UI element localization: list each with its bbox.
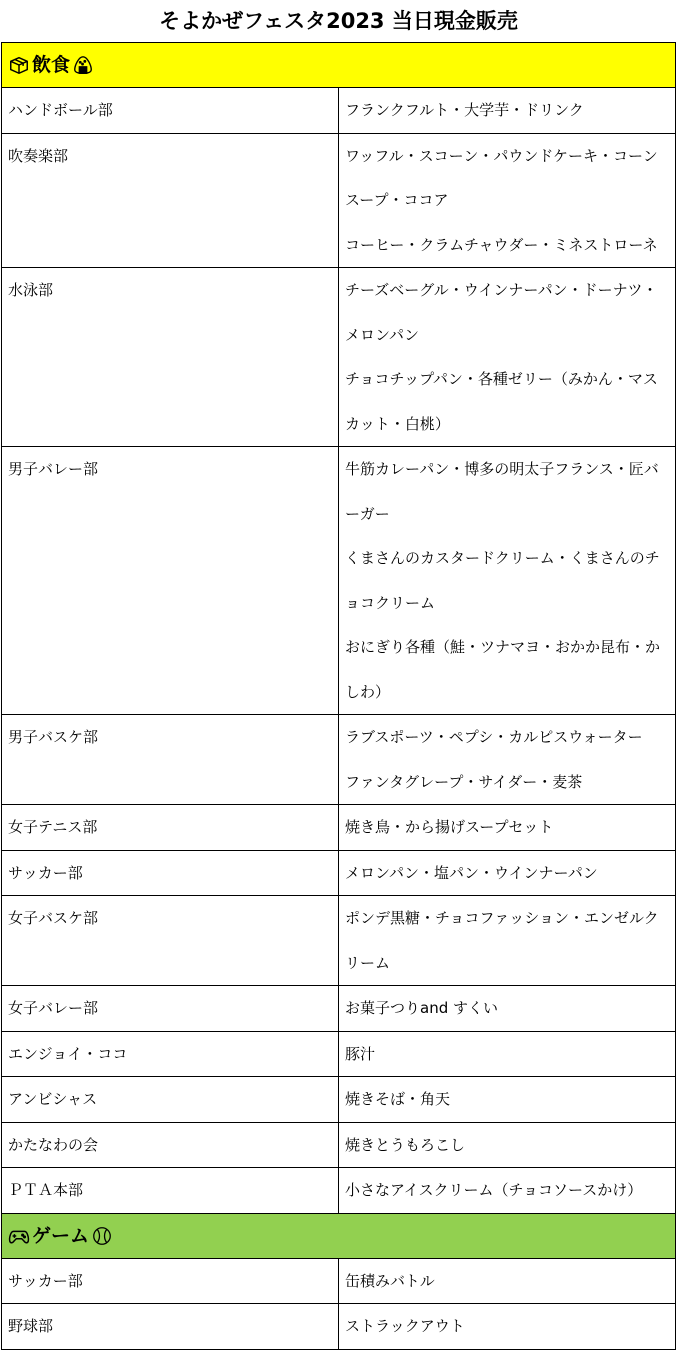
table-row: [2, 896, 676, 986]
items-cell: [339, 850, 676, 896]
items-cell: [339, 1168, 676, 1214]
sales-table: [1, 42, 676, 1350]
item-line: 小さなアイスクリーム（チョコソースかけ）: [345, 1181, 643, 1199]
items-cell: [339, 896, 676, 986]
item-line: フランクフルト・大学芋・ドリンク: [345, 101, 584, 119]
items-cell: [339, 715, 676, 805]
items-cell: [339, 1077, 676, 1123]
group-name: 野球部: [2, 1304, 339, 1350]
group-name: 水泳部: [2, 268, 339, 447]
group-name: サッカー部: [2, 850, 339, 896]
table-row: [2, 715, 676, 805]
items-cell: [339, 1304, 676, 1350]
items-cell: [339, 268, 676, 447]
items-cell: [339, 133, 676, 268]
group-name: 女子バレー部: [2, 986, 339, 1032]
items-cell: [339, 1122, 676, 1168]
item-line: チーズベーグル・ウインナーパン・ドーナツ・メロンパン: [345, 281, 658, 344]
group-name: 女子テニス部: [2, 805, 339, 851]
table-row: [2, 1077, 676, 1123]
table-row: [2, 447, 676, 715]
group-name: サッカー部: [2, 1258, 339, 1304]
table-row: [2, 1304, 676, 1350]
item-line: お菓子つりand すくい: [345, 999, 498, 1017]
game-controller-icon: [8, 1225, 30, 1247]
group-name: アンビシャス: [2, 1077, 339, 1123]
table-row: [2, 88, 676, 134]
item-line: コーヒー・クラムチャウダー・ミネストローネ: [345, 235, 658, 254]
item-line: 豚汁: [345, 1044, 376, 1063]
item-line: 牛筋カレーパン・博多の明太子フランス・匠バーガー: [345, 460, 659, 523]
table-row: [2, 1258, 676, 1304]
table-row: [2, 986, 676, 1032]
table-row: [2, 850, 676, 896]
table-row: [2, 1031, 676, 1077]
table-row: [2, 1122, 676, 1168]
group-name: 吹奏楽部: [2, 133, 339, 268]
item-line: おにぎり各種（鮭・ツナマヨ・おかか昆布・かしわ）: [345, 638, 661, 701]
items-cell: [339, 1258, 676, 1304]
group-name: ＰＴＡ本部: [2, 1168, 339, 1214]
group-name: ハンドボール部: [2, 88, 339, 134]
section-label-food: 飲食: [32, 54, 71, 76]
section-header-food: [2, 43, 676, 88]
item-line: ワッフル・スコーン・パウンドケーキ・コーンスープ・ココア: [345, 146, 658, 209]
item-line: ファンタグレープ・サイダー・麦茶: [345, 772, 583, 791]
group-name: 男子バレー部: [2, 447, 339, 715]
item-line: ストラックアウト: [345, 1317, 465, 1335]
items-cell: [339, 1031, 676, 1077]
group-name: かたなわの会: [2, 1122, 339, 1168]
table-row: [2, 805, 676, 851]
items-cell: [339, 447, 676, 715]
item-line: 缶積みバトル: [345, 1271, 435, 1290]
page-title: そよかぜフェスタ2023 当日現金販売: [159, 9, 518, 33]
box-icon: [8, 54, 30, 76]
item-line: 焼き鳥・から揚げスープセット: [345, 818, 554, 836]
items-cell: [339, 88, 676, 134]
table-row: [2, 268, 676, 447]
item-line: メロンパン・塩パン・ウインナーパン: [345, 863, 598, 882]
item-line: 焼きとうもろこし: [345, 1135, 466, 1154]
baseball-icon: [91, 1225, 113, 1247]
item-line: チョコチップパン・各種ゼリー（みかん・マスカット・白桃）: [345, 370, 658, 433]
section-header-game: [2, 1213, 676, 1258]
group-name: エンジョイ・ココ: [2, 1031, 339, 1077]
section-label-game: ゲーム: [32, 1224, 90, 1247]
table-row: [2, 133, 676, 268]
group-name: 女子バスケ部: [2, 896, 339, 986]
item-line: ポンデ黒糖・チョコファッション・エンゼルクリーム: [345, 909, 659, 972]
item-line: 焼きそば・角天: [345, 1090, 451, 1108]
items-cell: [339, 986, 676, 1032]
rice-ball-icon: [72, 54, 94, 76]
table-row: [2, 1168, 676, 1214]
items-cell: [339, 805, 676, 851]
item-line: ラブスポーツ・ペプシ・カルピスウォーター: [345, 728, 643, 746]
group-name: 男子バスケ部: [2, 715, 339, 805]
item-line: くまさんのカスタードクリーム・くまさんのチョコクリーム: [345, 549, 660, 612]
